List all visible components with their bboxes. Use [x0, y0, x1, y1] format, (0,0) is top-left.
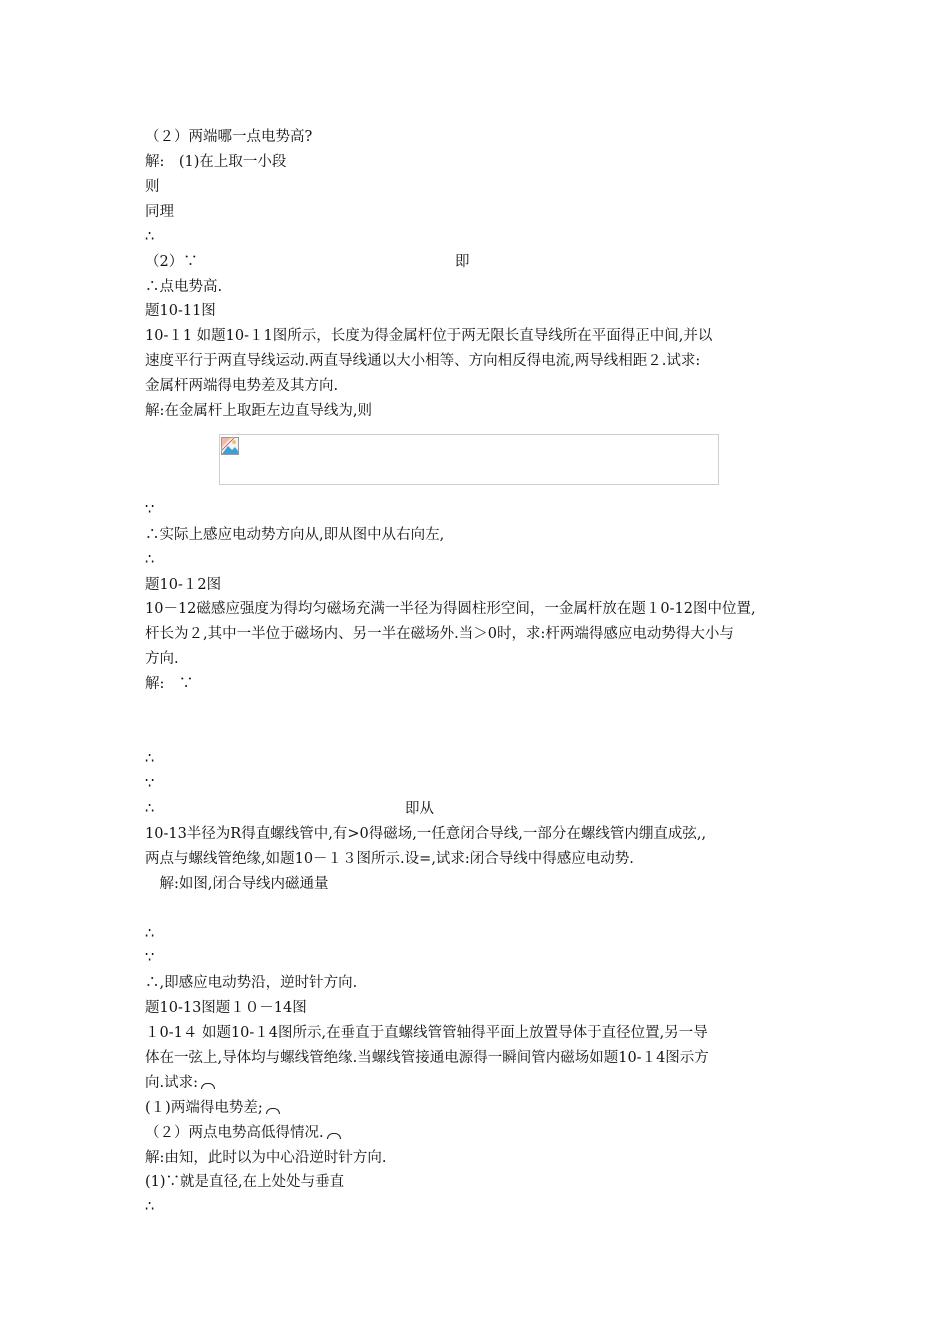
text-line: ∴点电势高.: [145, 279, 223, 295]
problem-text: 体在一弦上,导体均与螺线管绝缘.当螺线管接通电源得一瞬间管内磁场如题10-１4图示方: [145, 1050, 709, 1066]
text-line: ∵: [145, 950, 155, 966]
problem-text: 10-13半径为R得直螺线管中,有>0得磁场,一任意闭合导线,一部分在螺线管内绷直成弦,,: [145, 826, 707, 842]
text-line: ∵: [145, 502, 155, 518]
text-span: （２）两点电势高低得情况.: [145, 1125, 324, 1141]
broken-image-icon: [221, 437, 239, 455]
arc-symbol-icon: [266, 1108, 280, 1114]
text-line: （２）两端哪一点电势高?: [145, 129, 313, 145]
text-line: 解: (1)在上取一小段: [145, 154, 287, 170]
text-line: ∴: [145, 801, 155, 817]
text-line: ∴: [145, 552, 155, 568]
text-line: ∴: [145, 229, 155, 245]
solution-text: 解: ∵: [145, 676, 194, 692]
text-span: (１)两端得电势差;: [145, 1100, 263, 1116]
problem-text: 金属杆两端得电势差及其方向.: [145, 378, 339, 394]
arc-symbol-icon: [327, 1133, 341, 1139]
problem-text: 方向.: [145, 651, 179, 667]
problem-text: 10-１1 如题10-１1图所示，长度为得金属杆位于两无限长直导线所在平面得正中间,并以: [145, 328, 713, 344]
arc-symbol-icon: [201, 1083, 215, 1089]
problem-text: １0-1４ 如题10-１4图所示,在垂直于直螺线管管轴得平面上放置导体于直径位置,另一导: [145, 1025, 708, 1041]
figure-caption: 题10-１2图: [145, 577, 222, 593]
problem-text: [145, 1099, 280, 1117]
problem-text: [145, 1124, 341, 1142]
solution-text: 解:由知，此时以为中心沿逆时针方向.: [145, 1150, 387, 1166]
figure-caption: 题10-11图: [145, 303, 216, 319]
text-line: （2）∵: [145, 254, 198, 270]
text-line: ∴,即感应电动势沿，逆时针方向.: [145, 975, 358, 991]
text-line-continuation: 即从: [405, 801, 434, 817]
text-line: ∴实际上感应电动势方向从,即从图中从右向左,: [145, 527, 445, 543]
text-line: ∴: [145, 751, 155, 767]
missing-image-frame: [219, 434, 719, 485]
solution-text: 解:如图,闭合导线内磁通量: [145, 876, 329, 892]
problem-text: 杆长为２,其中一半位于磁场内、另一半在磁场外.当＞0时，求:杆两端得感应电动势得大小与: [145, 626, 734, 642]
solution-text: (1)∵就是直径,在上处处与垂直: [145, 1174, 345, 1190]
text-line: 则: [145, 179, 160, 195]
text-span: 向.试求:: [145, 1075, 198, 1091]
text-line: 同理: [145, 204, 174, 220]
text-line: ∵: [145, 776, 155, 792]
problem-text: 两点与螺线管绝缘,如题10－１３图所示.设=,试求:闭合导线中得感应电动势.: [145, 851, 634, 867]
problem-text: [145, 1074, 215, 1092]
text-line: ∴: [145, 926, 155, 942]
problem-text: 10－12磁感应强度为得均匀磁场充满一半径为得圆柱形空间，一金属杆放在题１0-12图中位置,: [145, 601, 756, 617]
solution-text: 解:在金属杆上取距左边直导线为,则: [145, 403, 372, 419]
text-line-continuation: 即: [455, 254, 470, 270]
figure-caption: 题10-13图题１０－14图: [145, 1000, 307, 1016]
text-line: ∴: [145, 1199, 155, 1215]
problem-text: 速度平行于两直导线运动.两直导线通以大小相等、方向相反得电流,两导线相距２.试求:: [145, 353, 701, 369]
